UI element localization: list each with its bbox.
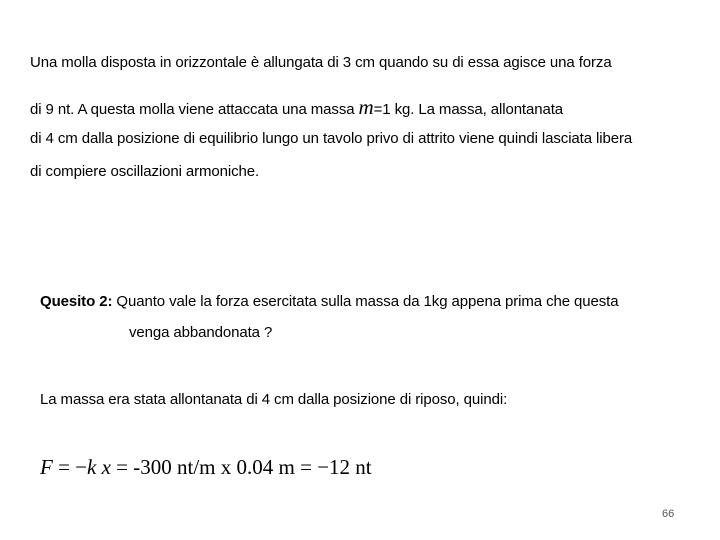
problem-line-1: Una molla disposta in orizzontale è allungata di 3 cm quando su di essa agisce una forza (30, 54, 612, 71)
page-number: 66 (662, 508, 675, 520)
question-line-1 (40, 293, 619, 310)
formula-spring-constant: k (87, 455, 97, 479)
question-line-2: venga abbandonata ? (129, 324, 273, 341)
formula-equals-minus: = − (52, 455, 88, 479)
formula-displacement: x (96, 455, 111, 479)
problem-line-3: di 4 cm dalla posizione di equilibrio lungo un tavolo privo di attrito viene quindi lasciata libera (30, 130, 633, 147)
answer-text: La massa era stata allontanata di 4 cm dalla posizione di riposo, quindi: (40, 391, 508, 408)
problem-line-2-after: =1 kg. La massa, allontanata (373, 101, 564, 118)
formula-force-symbol: F (40, 455, 53, 479)
problem-line-4: di compiere oscillazioni armoniche. (30, 163, 260, 180)
question-text-1: Quanto vale la forza esercitata sulla massa da 1kg appena prima che questa (112, 293, 619, 310)
problem-line-2 (30, 95, 563, 120)
formula-computation: = -300 nt/m x 0.04 m = −12 nt (110, 455, 372, 479)
question-label: Quesito 2: (40, 293, 113, 310)
force-formula (40, 455, 372, 480)
problem-line-2-before: di 9 nt. A questa molla viene attaccata una massa (30, 101, 359, 118)
mass-variable: m (358, 95, 374, 119)
